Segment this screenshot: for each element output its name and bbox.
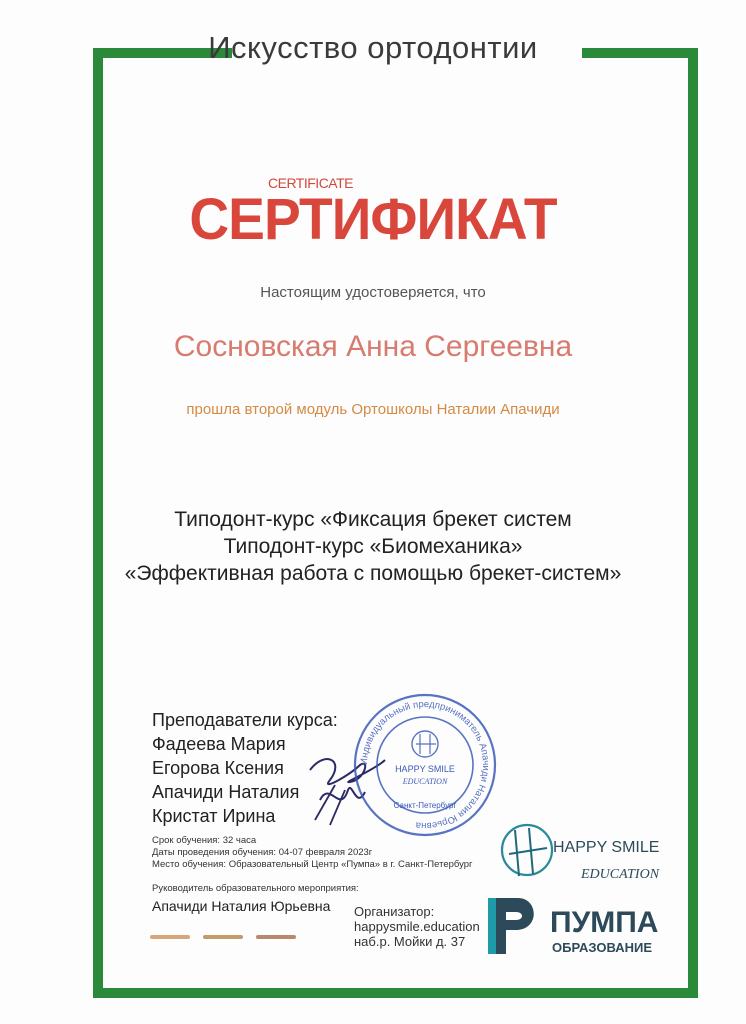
teacher-name: Кристат Ирина bbox=[152, 806, 276, 826]
happy-smile-logo-line1: HAPPY SMILE bbox=[553, 839, 660, 856]
teacher-name: Егорова Ксения bbox=[152, 758, 284, 778]
organizer-address: наб.р. Мойки д. 37 bbox=[354, 934, 466, 949]
dates-text: Даты проведения обучения: 04-07 февраля 2023г bbox=[152, 847, 373, 858]
organizer-site: happysmile.education bbox=[354, 919, 480, 934]
head-name: Апачиди Наталия Юрьевна bbox=[152, 898, 331, 914]
teacher-name: Фадеева Мария bbox=[152, 734, 286, 754]
happy-smile-logo bbox=[495, 820, 675, 890]
course-series-title: Искусство ортодонтии bbox=[208, 30, 538, 65]
course-list bbox=[0, 506, 746, 587]
recipient-name: Сосновская Анна Сергеевна bbox=[173, 330, 573, 363]
organizer-block bbox=[354, 904, 480, 949]
place-text: Место обучения: Образовательный Центр «Пумпа» в г. Санкт-Петербург bbox=[152, 859, 473, 870]
pumpa-logo-line1: ПУМПА bbox=[550, 906, 659, 939]
course-details bbox=[152, 835, 473, 871]
certificate-english-label: CERTIFICATE bbox=[268, 175, 353, 191]
organizer-label: Организатор: bbox=[354, 904, 435, 919]
pumpa-logo-line2: ОБРАЗОВАНИЕ bbox=[552, 940, 652, 955]
teachers-label: Преподаватели курса: bbox=[152, 710, 338, 730]
course-line: «Эффективная работа с помощью брекет-систем» bbox=[124, 562, 622, 585]
decorative-dashes bbox=[150, 934, 300, 940]
official-stamp bbox=[352, 692, 498, 838]
course-line: Типодонт-курс «Фиксация брекет систем bbox=[174, 508, 572, 531]
head-label: Руководитель образовательного мероприятия: bbox=[152, 883, 359, 894]
stamp-city: Санкт-Петербург bbox=[393, 801, 457, 810]
completion-text: прошла второй модуль Ортошколы Наталии Апачиди bbox=[186, 401, 560, 418]
teacher-name: Апачиди Наталия bbox=[152, 782, 300, 802]
stamp-ring-text: Индивидуальный предприниматель Апачиди Наталия Юрьевна bbox=[358, 698, 492, 832]
stamp-center-line1: HAPPY SMILE bbox=[395, 764, 455, 774]
intro-text: Настоящим удостоверяется, что bbox=[260, 284, 486, 301]
happy-smile-logo-line2: EDUCATION bbox=[581, 867, 660, 882]
course-line: Типодонт-курс «Биомеханика» bbox=[223, 535, 523, 558]
duration-text: Срок обучения: 32 часа bbox=[152, 835, 257, 846]
stamp-center-line2: EDUCATION bbox=[402, 777, 448, 786]
pumpa-logo bbox=[478, 888, 678, 960]
certificate-title: СЕРТИФИКАТ bbox=[189, 187, 557, 252]
